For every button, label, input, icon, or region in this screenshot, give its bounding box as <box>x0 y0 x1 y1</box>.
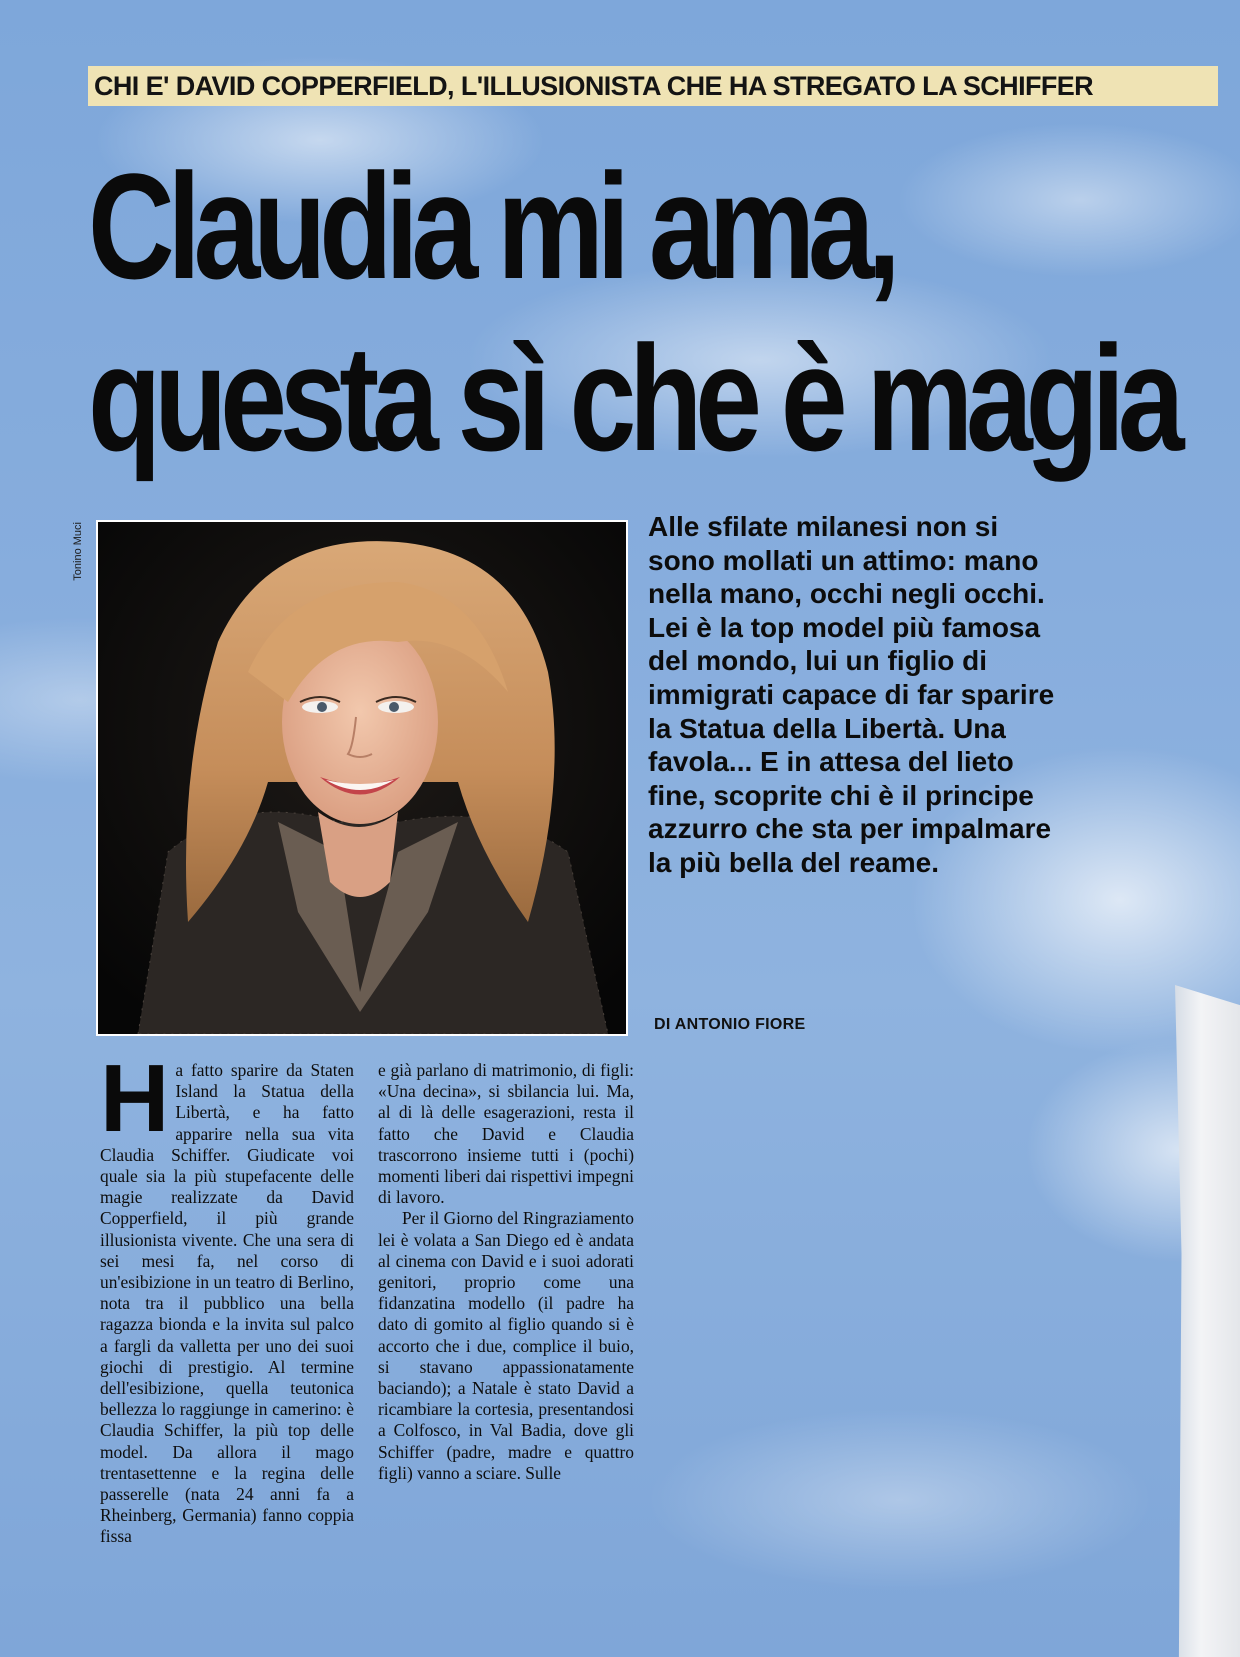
photo-credit: Tonino Muci <box>72 522 84 581</box>
column-2-paragraph-1: e già parlano di matrimonio, di figli: «Una decina», si sbilancia lui. Ma, al di là delle esagerazioni, resta il fatto che David e Claudia trascorrono insieme tutti i (pochi) momenti liberi dai rispettivi impegni di lavoro. <box>378 1060 634 1208</box>
byline: DI ANTONIO FIORE <box>654 1016 806 1033</box>
portrait-photo <box>96 520 628 1036</box>
article-column-1 <box>100 1045 354 1548</box>
drop-cap: H <box>100 1045 170 1152</box>
portrait-illustration <box>98 522 626 1034</box>
headline-line-2: questa sì che è magia <box>88 314 1178 482</box>
kicker-banner: CHI E' DAVID COPPERFIELD, L'ILLUSIONISTA CHE HA STREGATO LA SCHIFFER <box>88 66 1218 106</box>
headline <box>88 140 1228 484</box>
adjacent-page-edge <box>1175 985 1240 1657</box>
column-1-text: a fatto sparire da Staten Island la Statua della Libertà, e ha fatto apparire nella sua vita Claudia Schiffer. Giudicate voi quale sia la più stupefacente delle magie realizzate da David Copperfield, il più grande illusionista vivente. Che una sera di sei mesi fa, nel corso di un'esibizione in un teatro di Berlino, nota tra il pubblico una bella ragazza bionda e la invita sul palco a fargli da valletta per uno dei suoi giochi di prestigio. Al termine dell'esibizione, quella teutonica bellezza lo raggiunge in camerino: è Claudia Schiffer, la più top delle model. Da allora il mago trentasettenne e la regina delle passerelle (nata 24 anni fa a Rheinberg, Germania) fanno coppia fissa <box>100 1060 354 1547</box>
column-2-paragraph-2: Per il Giorno del Ringraziamento lei è volata a San Diego ed è andata al cinema con David e i suoi adorati genitori, proprio come una fidanzatina modello (il padre ha dato di gomito al figlio quando si è accorto che i due, complice il buio, si stavano appassionatamente baciando); a Natale è stato David a ricambiare la cortesia, presentandosi a Colfosco, in Val Badia, dove gli Schiffer (padre, madre e quattro figli) vanno a sciare. Sulle <box>378 1208 634 1483</box>
article-column-2 <box>378 1060 634 1484</box>
intro-standfirst: Alle sfilate milanesi non si sono mollati un attimo: mano nella mano, occhi negli occhi. Lei è la top model più famosa del mondo, lui un figlio di immigrati capace di far sparire la Statua della Libertà. Una favola... E in attesa del lieto fine, scoprite chi è il principe azzurro che sta per impalmare la più bella del reame. <box>648 511 1055 878</box>
headline-line-1: Claudia mi ama, <box>88 142 894 310</box>
